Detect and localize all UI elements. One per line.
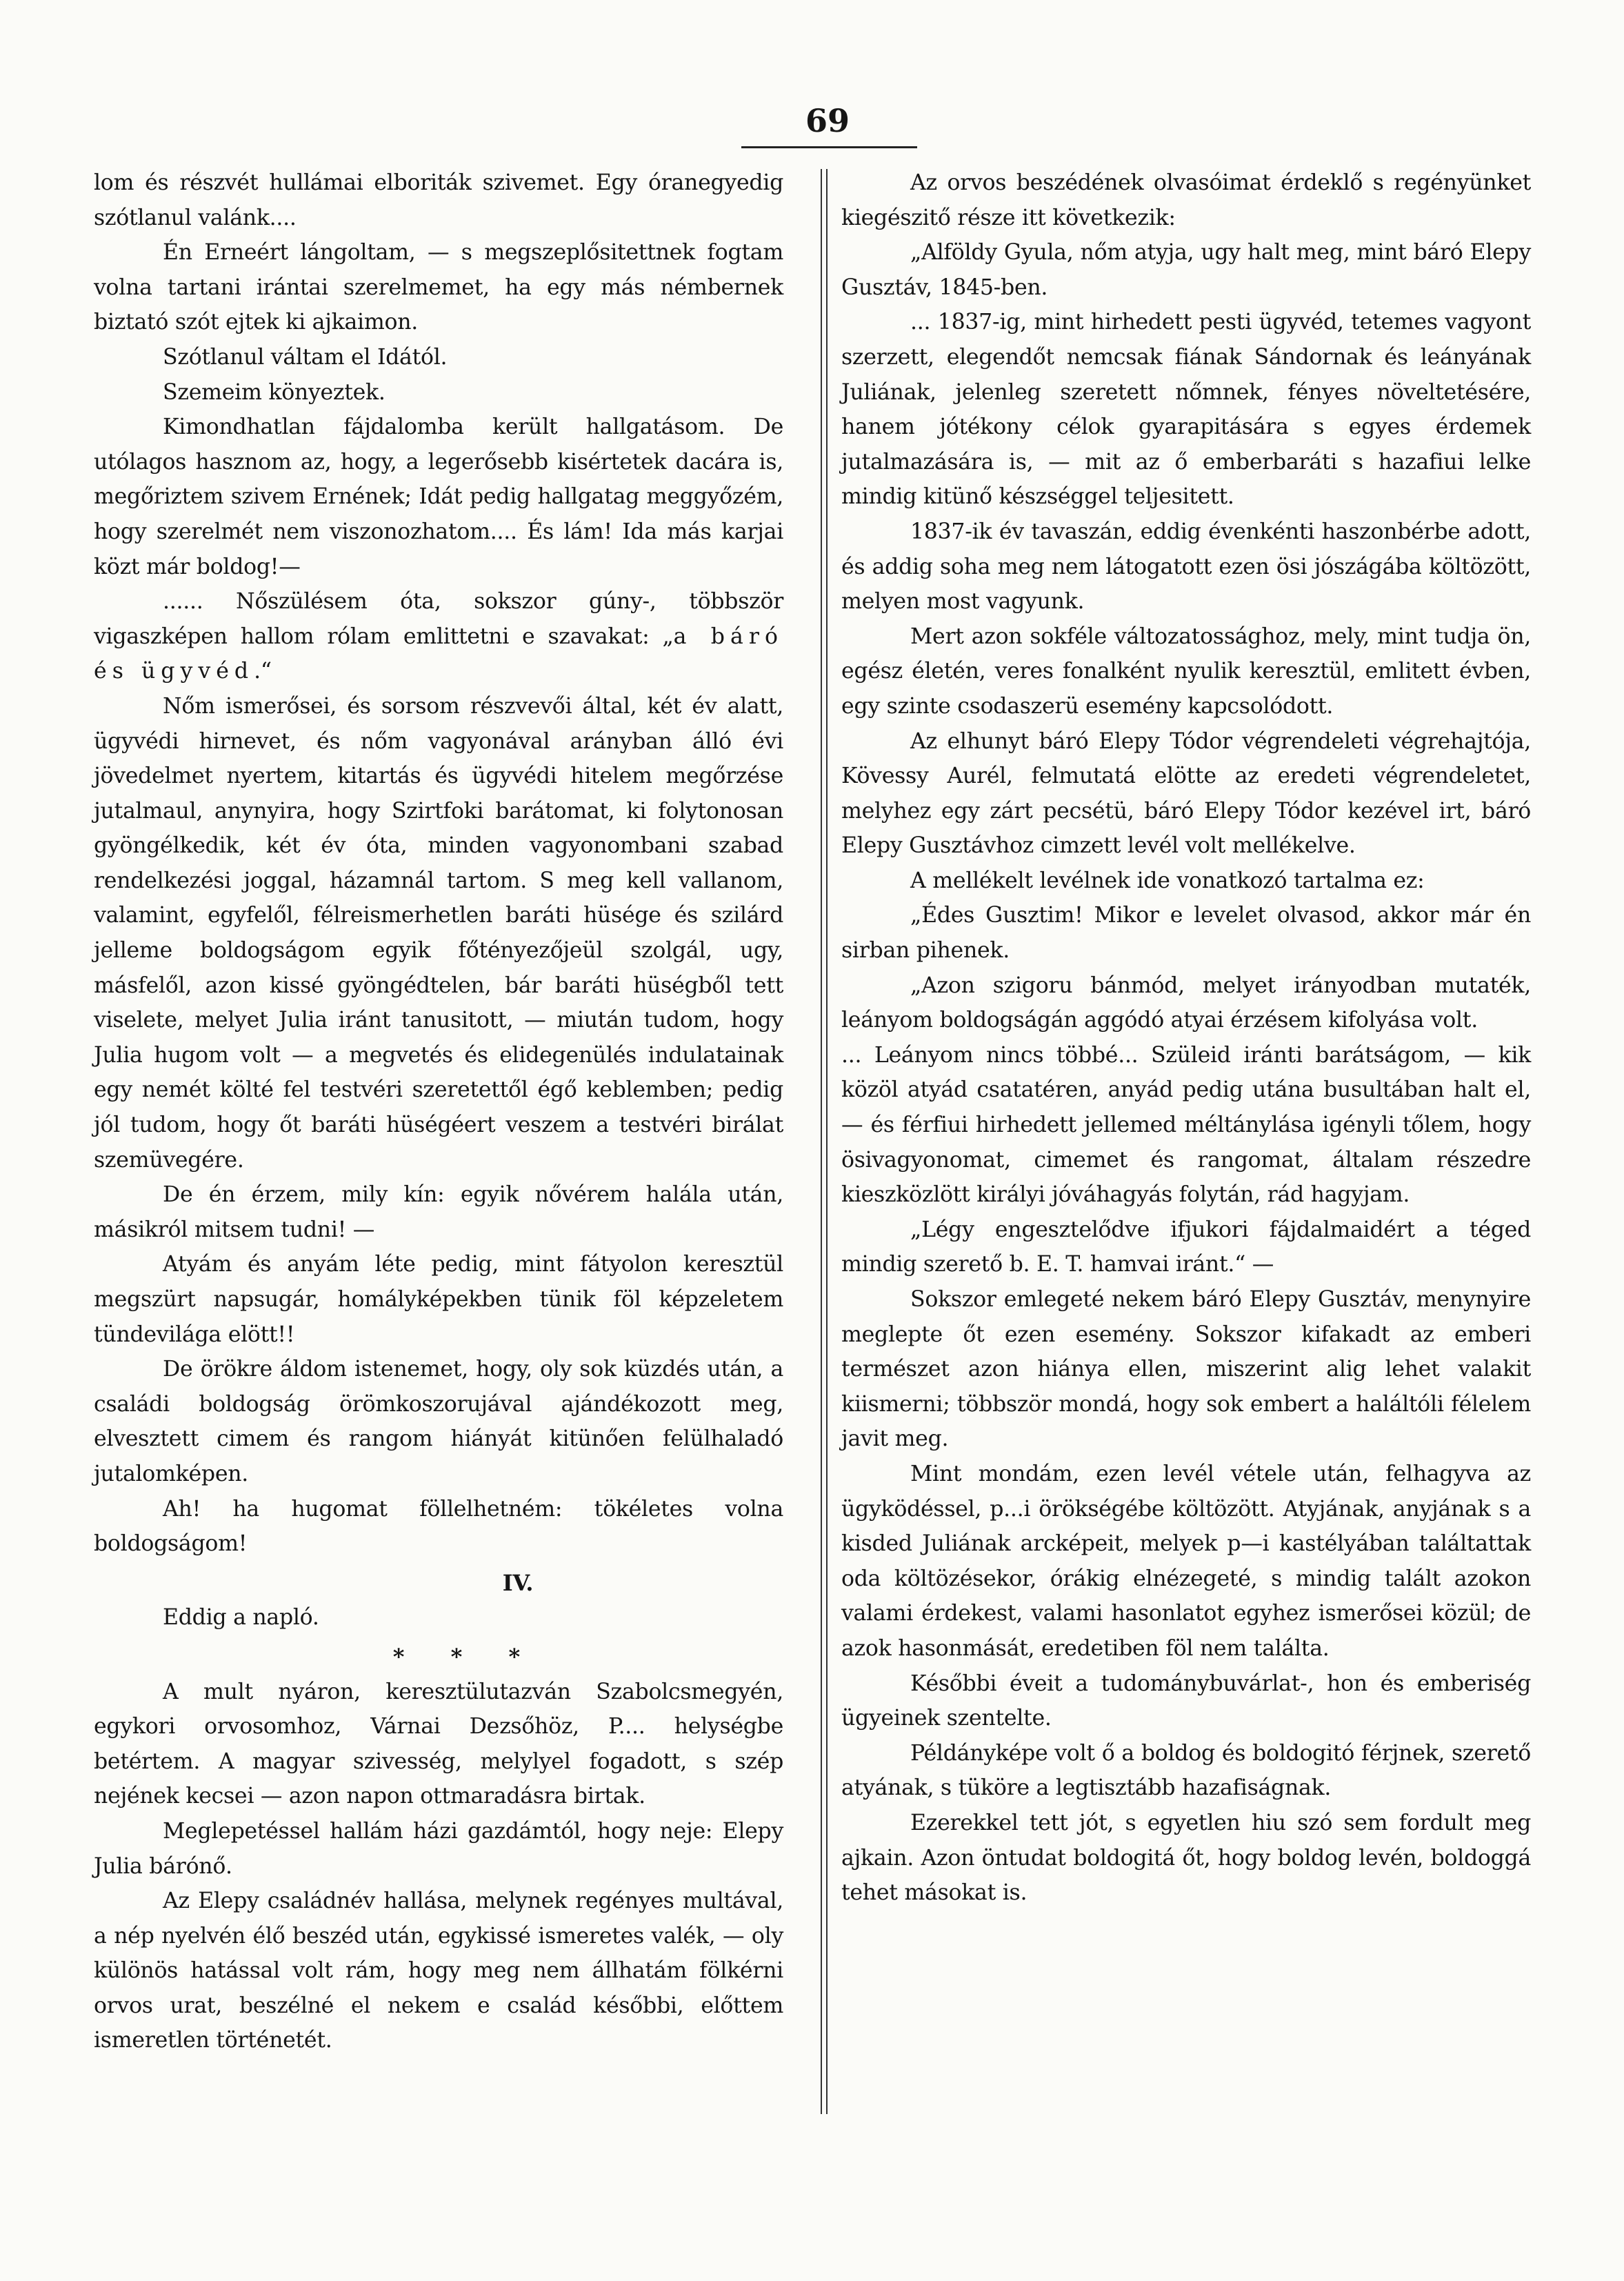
paragraph: ... 1837-ig, mint hirhedett pesti ügyvéd, tetemes vagyont szerzett, elegendőt nemcsak fiának Sándornak és leányának Juliának, jelenleg szeretett nőmnek, fényes növeltetésére, hanem jótékony célok gyarapitására s egyes érdemek jutalmazására is, — mit az ő emberbaráti s hazafiui lelke mindig kitünő készséggel teljesitett. (841, 310, 1531, 510)
section-heading: IV. (502, 1569, 534, 1596)
paragraph-text: ...... Nőszülésem óta, sokszor gúny-, többször vigaszképen hallom rólam emlittetni e szavakat: „ (94, 589, 783, 649)
paragraph-text-end: .“ (254, 659, 272, 684)
paragraph: Szemeim könyeztek. (163, 379, 385, 405)
paragraph: Eddig a napló. (163, 1605, 319, 1631)
header-rule (741, 146, 917, 148)
paragraph: De én érzem, mily kín: egyik nővérem halála után, másikról mitsem tudni! — (94, 1182, 783, 1242)
paragraph: A mult nyáron, keresztülutazván Szabolcsmegyén, egykori orvosomhoz, Várnai Dezsőhöz, P.... helységbe betértem. A magyar szivesség, melylyel fogadott, s szép nejének kecsei — azon napon ottmaradásra birtak. (94, 1679, 783, 1809)
paragraph: Mert azon sokféle változatossághoz, mely, mint tudja ön, egész életén, veres fonalként nyulik keresztül, emlitett évben, egy szinte csodaszerü esemény kapcsolódott. (841, 624, 1531, 719)
column-divider (821, 169, 828, 2114)
paragraph: Mint mondám, ezen levél vétele után, felhagyva az ügyködéssel, p...i örökségébe költözött. Atyjának, anyjának s a kisded Juliának arcképeit, melyek p—i kastélyában találtattak oda költözésekor, órákig elnézegeté, s mindig talált azokon valami érdekest, valami hasonlatot egyhez ismerősei közül; de azok hasonmását, eredetiben föl nem találta. (841, 1461, 1531, 1661)
asterism-divider: * * * (392, 1643, 540, 1670)
paragraph: Példányképe volt ő a boldog és boldogitó férjnek, szerető atyának, s tüköre a legtisztább hazafiságnak. (841, 1740, 1531, 1801)
paragraph: „Alföldy Gyula, nőm atyja, ugy halt meg, mint báró Elepy Gusztáv, 1845-ben. (841, 240, 1531, 300)
paragraph: Későbbi éveit a tudománybuvárlat-, hon és emberiség ügyeinek szentelte. (841, 1671, 1531, 1731)
paragraph: „Légy engesztelődve ifjukori fájdalmaidért a téged mindig szerető b. E. T. hamvai iránt.“ — (841, 1217, 1531, 1277)
page-number: 69 (805, 102, 850, 139)
paragraph: De örökre áldom istenemet, hogy, oly sok küzdés után, a családi boldogság örömkoszorujával ajándékozott meg, elvesztett cimem és rangom hiányát kitünően felülhaladó jutalomképen. (94, 1357, 783, 1486)
paragraph: Az orvos beszédének olvasóimat érdeklő s regényünket kiegészitő része itt következik: (841, 170, 1531, 230)
paragraph (94, 584, 783, 689)
paragraph: Ah! ha hugomat föllelhetném: tökéletes volna boldogságom! (94, 1496, 783, 1557)
paragraph: 1837-ik év tavaszán, eddig évenkénti haszonbérbe adott, és addig soha meg nem látogatott ezen ösi jószágába költözött, melyen most vagyunk. (841, 519, 1531, 615)
paragraph: Kimondhatlan fájdalomba került hallgatásom. De utólagos hasznom az, hogy, a legerősebb kisértetek dacára is, megőriztem szivem Ernének; Idát pedig hallgatag meggyőzém, hogy szerelmét nem viszonozhatom.... És lám! Ida más karjai közt már boldog!— (94, 415, 783, 579)
paragraph: Az Elepy családnév hallása, melynek regényes multával, a nép nyelvén élő beszéd után, egykissé ismeretes valék, — oly különös hatással volt rám, hogy meg nem állhatám fölkérni orvos urat, beszélné el nekem e család későbbi, előttem ismeretlen történetét. (94, 1889, 783, 2053)
paragraph: Sokszor emlegeté nekem báró Elepy Gusztáv, menynyire meglepte őt ezen esemény. Sokszor kifakadt az emberi természet azon hiánya ellen, miszerint alig lehet valakit kiismerni; többször mondá, hogy sok embert a haláltóli félelem javit meg. (841, 1287, 1531, 1452)
left-column (94, 166, 783, 2058)
paragraph: Meglepetéssel hallám házi gazdámtól, hogy neje: Elepy Julia bárónő. (94, 1818, 783, 1879)
spaced-emphasis: a báró és ügyvéd (94, 624, 783, 684)
paragraph: lom és részvét hullámai elboriták szivemet. Egy óranegyedig szótlanul valánk.... (94, 170, 783, 230)
paragraph: „Azon szigoru bánmód, melyet irányodban mutaték, leányom boldogságán aggódó atyai érzésem kifolyása volt. (841, 973, 1531, 1033)
paragraph: Az elhunyt báró Elepy Tódor végrendeleti végrehajtója, Kövessy Aurél, felmutatá elötte az eredeti végrendeletet, melyhez egy zárt pecsétü, báró Elepy Tódor kezével irt, báró Elepy Gusztávhoz cimzett levél volt mellékelve. (841, 728, 1531, 859)
paragraph: A mellékelt levélnek ide vonatkozó tartalma ez: (910, 868, 1425, 893)
paragraph: Szótlanul váltam el Idától. (163, 344, 448, 370)
paragraph: Ezerekkel tett jót, s egyetlen hiu szó sem fordult meg ajkain. Azon öntudat boldogitá őt, hogy boldog levén, boldoggá tehet másokat is. (841, 1810, 1531, 1906)
paragraph: Nőm ismerősei, és sorsom részvevői által, két év alatt, ügyvédi hirnevet, és nőm vagyonával arányban álló évi jövedelmet nyertem, kitartás és ügyvédi hitelem megőrzése jutalmaul, anynyira, hogy Szirtfoki barátomat, ki folytonosan gyöngélkedik, két év óta, minden vagyonombani szabad rendelkezési joggal, házamnál tartom. S meg kell vallanom, valamint, egyfelől, félreismerhetlen baráti hüsége és szilárd jelleme boldogságom egyik főtényezőjeül szolgál, ugy, másfelől, azon kissé gyöngédtelen, bár baráti hüségből tett viselete, melyet Julia iránt tanusitott, — miután tudom, hogy Julia hugom volt — a megvetés és elidegenülés indulatainak egy nemét költé fel testvéri szeretettől égő keblemben; pedig jól tudom, hogy őt baráti hüségéert veszem a testvéri birálat szemüvegére. (94, 693, 783, 1173)
paragraph: „Édes Gusztim! Mikor e levelet olvasod, akkor már én sirban pihenek. (841, 903, 1531, 964)
right-column (841, 166, 1531, 1911)
paragraph: Atyám és anyám léte pedig, mint fátyolon keresztül megszürt napsugár, homályképekben tünik föl képzeletem tündevilága elött!! (94, 1252, 783, 1347)
paragraph: ... Leányom nincs többé... Szüleid iránti barátságom, — kik közöl atyád csatatéren, anyád pedig utána busultában halt el, — és férfiui hirhedett jellemed méltánylása igényli tőlem, hogy ösivagyonomat, cimemet és rangomat, általam részedre kieszközlött királyi jóváhagyás folytán, rád hagyjam. (841, 1042, 1531, 1208)
paragraph: Én Erneért lángoltam, — s megszeplősitettnek fogtam volna tartani irántai szerelmemet, ha egy más némbernek biztató szót ejtek ki ajkaimon. (94, 240, 783, 335)
